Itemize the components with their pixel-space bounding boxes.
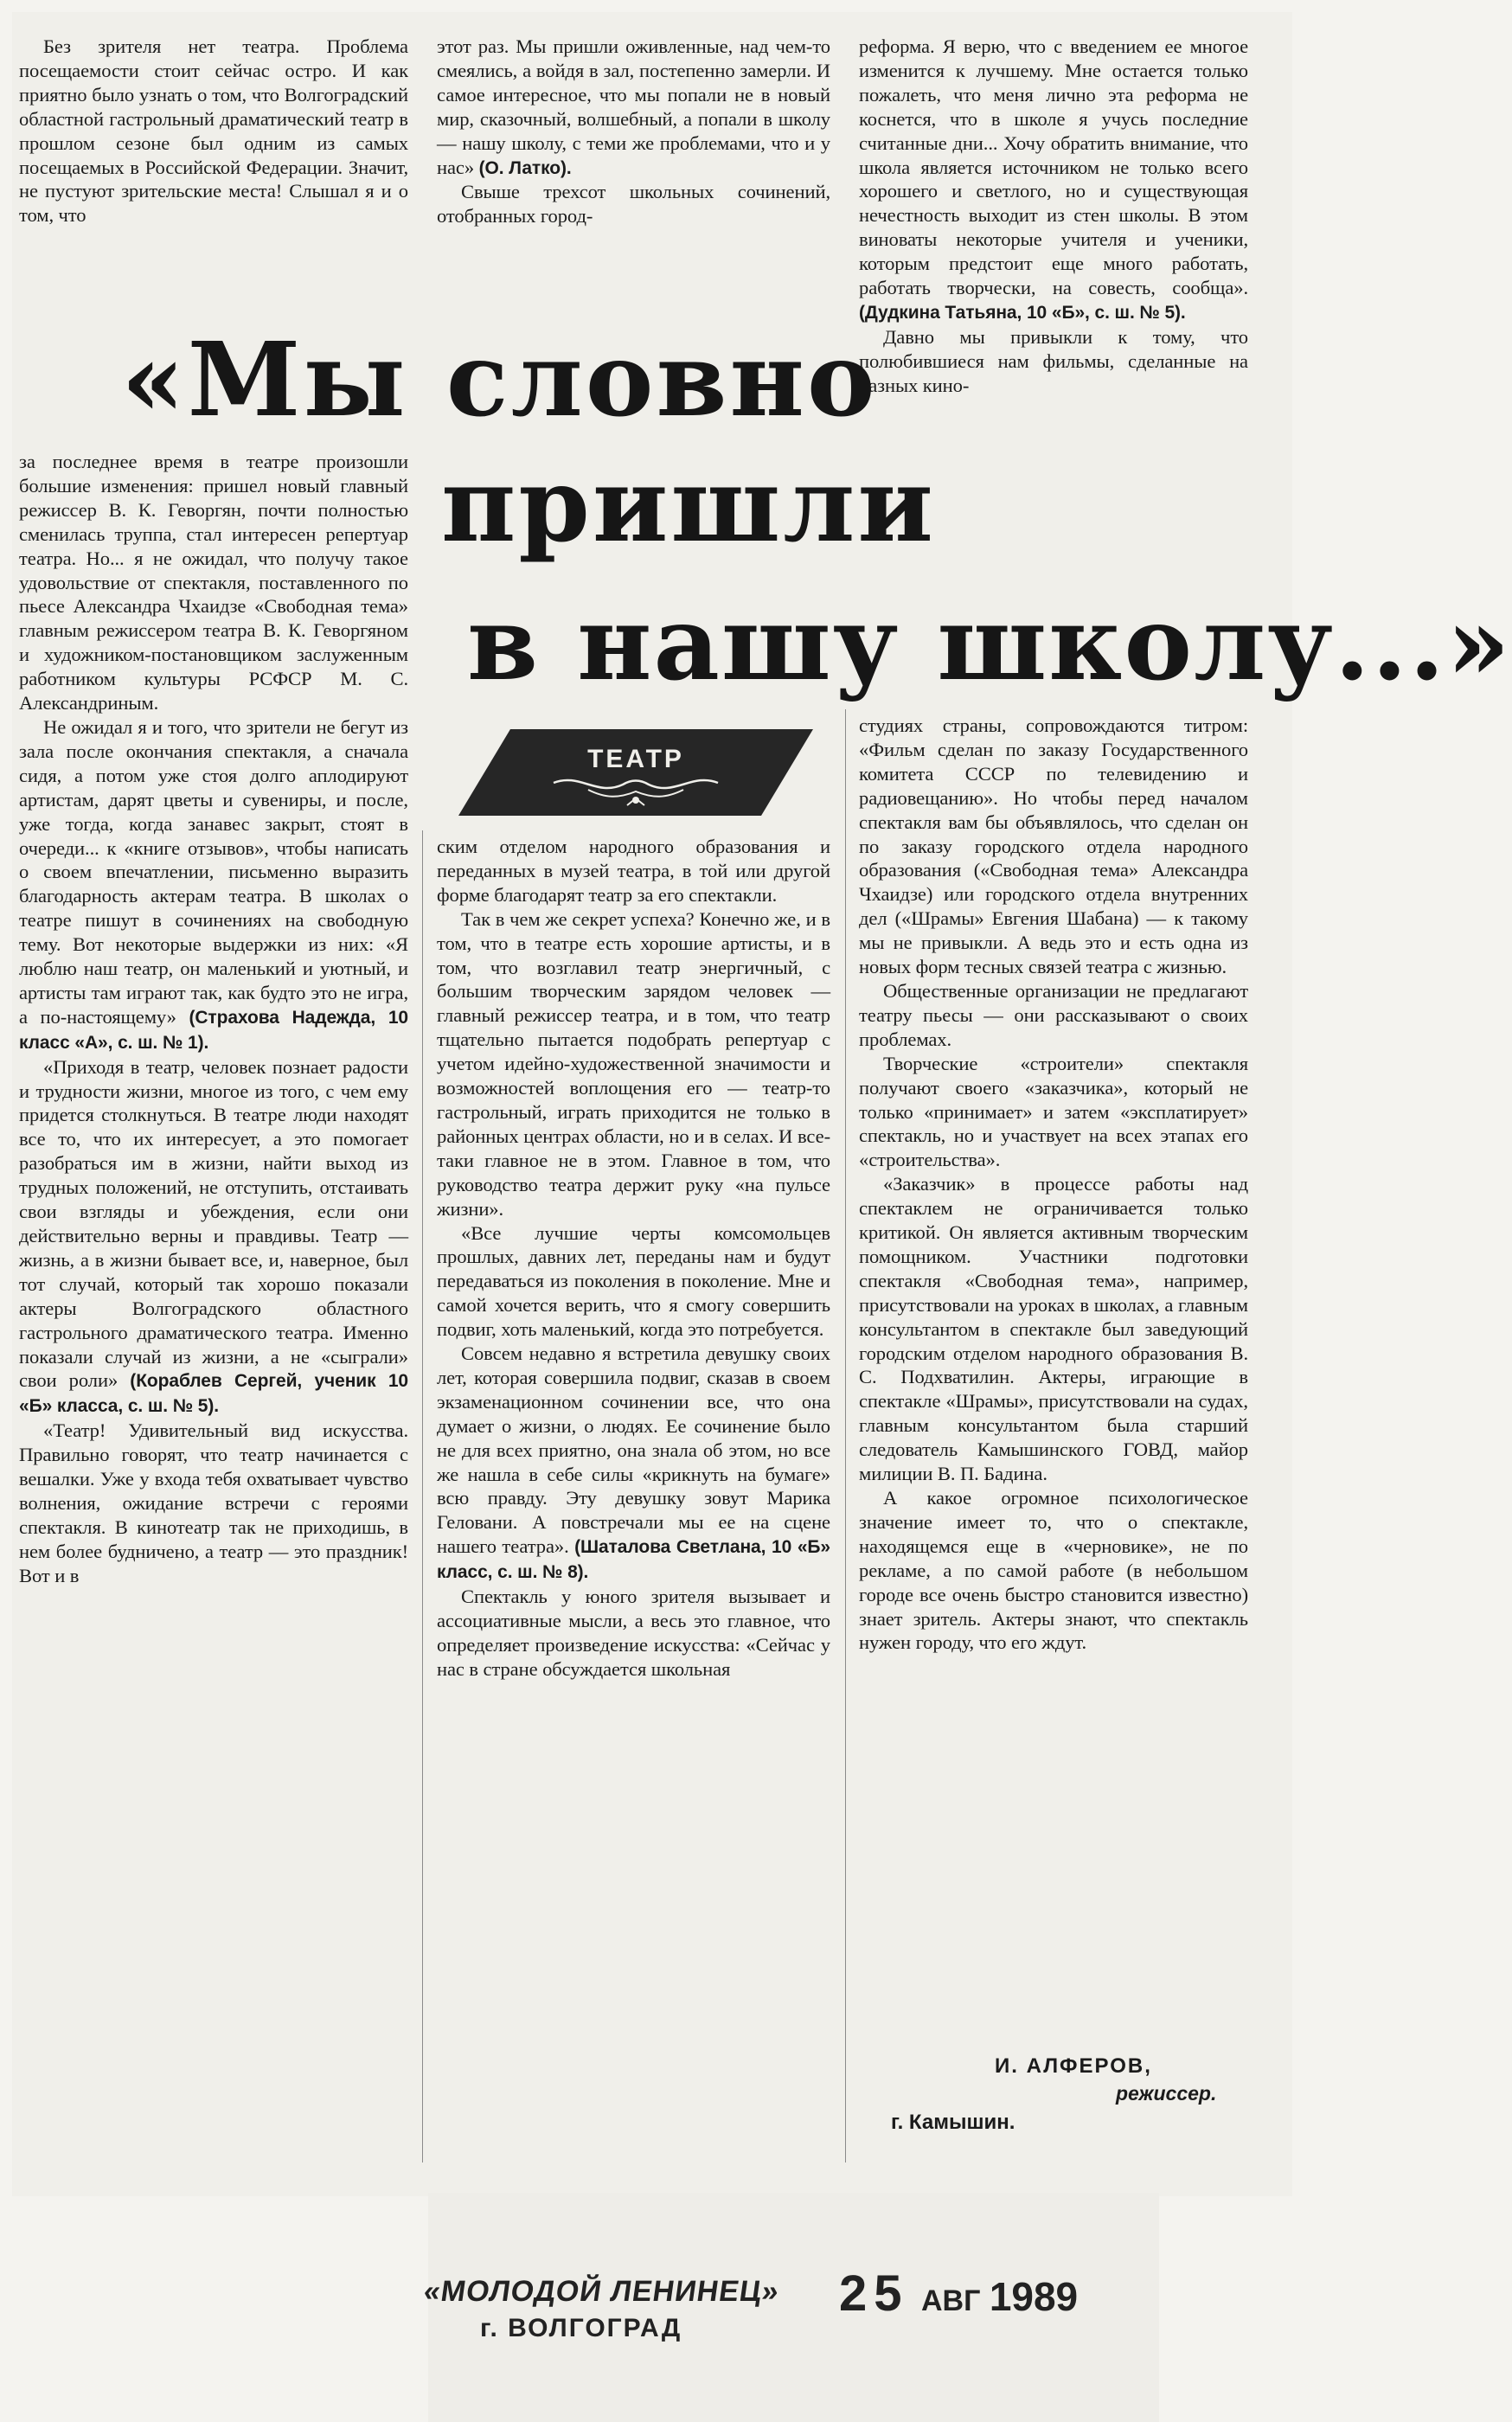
paragraph: Совсем недавно я встретила девушку своих лет, которая совершила подвиг, сказав в своем экзаменационном сочинении все, что она думает о жизни, о людях. Ее сочинение было не для всех приятно, она знала об этом, но все же нашла в себе силы «крикнуть на бумаге» всю правду. Эту девушку зовут Марика Геловани. А повстречали мы ее на сцене нашего театра». (Шаталова Светлана, 10 «Б» класс, с. ш. № 8).	[437, 1342, 830, 1583]
column-3-top	[859, 35, 1248, 398]
source-newspaper: «МОЛОДОЙ ЛЕНИНЕЦ»	[421, 2275, 782, 2308]
paragraph: Давно мы привыкли к тому, что полюбившиеся нам фильмы, сделанные на разных кино-	[859, 325, 1248, 396]
rubric-ornament-icon	[458, 729, 813, 816]
paragraph: Без зрителя нет театра. Проблема посещаемости стоит сейчас остро. И как приятно было узнать о том, что Волгоградский областной гастрольный драматический театр в прошлом сезоне был одним из самых посещаемых в Российской Федерации. Значит, не пустуют зрительские места! Слышал я и о том, что	[19, 35, 408, 227]
author-name: И. АЛФЕРОВ,	[995, 2054, 1152, 2078]
citation: (О. Латко).	[478, 157, 572, 178]
paragraph: А какое огромное психологическое значение имеет то, что о спектакле, находящемся еще в «черновике», не по рекламе, а по самой работе (в небольшом городе все очень быстро становится известно) знает зритель. Актеры знают, что спектакль нужен городу, что его ждут.	[859, 1487, 1248, 1654]
source-date	[839, 2265, 1078, 2323]
source-year: 1989	[989, 2274, 1079, 2319]
paragraph: ским отделом народного образования и переданных в музей театра, в той или другой форме благодарят театр за его спектакли.	[437, 836, 830, 906]
rubric-label: ТЕАТР	[587, 745, 684, 773]
paragraph: за последнее время в театре произошли большие изменения: пришел новый главный режиссер В. К. Геворгян, почти полностью сменилась труппа, стал интересен репертуар театра. Но... я не ожидал, что получу такое удовольствие от спектакля, поставленного по пьесе Александра Чхаидзе «Свободная тема» главным режиссером театра В. К. Геворгяном и художником-постановщиком заслуженным работником культуры РСФСР М. С. Александриным.	[19, 451, 408, 714]
paragraph: Свыше трехсот школьных сочинений, отобранных город-	[437, 181, 830, 227]
headline-line-1: «Мы словно	[121, 319, 878, 439]
paragraph: этот раз. Мы пришли оживленные, над чем-то смеялись, а войдя в зал, постепенно замерли. И самое интересное, что мы попали не в новый мир, сказочный, волшебный, а попали в школу — нашу школу, с теми же проблемами, что и у нас» (О. Латко).	[437, 35, 830, 178]
column-1-main	[19, 450, 408, 1588]
source-day: 25	[839, 2265, 909, 2322]
citation: (Страхова Надежда, 10 класс «А», с. ш. № 1).	[19, 1007, 409, 1053]
paragraph: «Театр! Удивительный вид искусства. Правильно говорят, что театр начинается с вешалки. Уже у входа тебя охватывает чувство волнения, ожидание встречи с героями спектакля. В кинотеатр так не приходишь, в нем более будничено, а театр — это праздник! Вот и в	[19, 1419, 408, 1586]
column-3-main	[859, 714, 1248, 1655]
paragraph: «Все лучшие черты комсомольцев прошлых, давних лет, переданы нам и будут передаваться из поколения в поколение. Мне и самой хочется верить, что я смогу совершить подвиг, хоть маленький, когда это потребуется.	[437, 1221, 830, 1341]
column-1-top	[19, 35, 408, 227]
author-role: режиссер.	[1116, 2082, 1217, 2105]
citation: (Шаталова Светлана, 10 «Б» класс, с. ш. № 8).	[437, 1537, 830, 1583]
rubric-badge	[458, 729, 813, 816]
paragraph: студиях страны, сопровождаются титром: «Фильм сделан по заказу Государственного комитета СССР по телевидению и радиовещанию». Но чтобы перед началом спектакля вам бы объявлялось, что сделан он по заказу городского отдела народного образования («Свободная тема» Александра Чхаидзе) или городского отдела внутренних дел («Шрамы» Евгения Шабана) — к такому мы не привыкли. А ведь это и есть одна из новых форм тесных связей театра с жизнью.	[859, 714, 1248, 978]
column-2-top	[437, 35, 830, 228]
headline-line-2: пришли	[441, 445, 936, 565]
source-city: г. ВОЛГОГРАД	[480, 2314, 682, 2342]
paragraph: «Приходя в театр, человек познает радости и трудности жизни, многое из того, с чем ему придется столкнуться. В театре люди находят все то, что их интересует, а это помогает разобраться им в жизни, найти выход из трудных положений, не отступить, отстаивать свои взгляды и убеждения, если они действительно верны и правдивы. Театр — жизнь, а в жизни бывает все, и, наверное, был тот случай, который так хорошо показали актеры Волгоградского областного гастрольного драматического театра. Именно показали случай из жизни, а не «сыграли» свои роли» (Кораблев Сергей, ученик 10 «Б» класса, с. ш. № 5).	[19, 1055, 409, 1417]
column-divider	[845, 709, 846, 2162]
headline-line-3: в нашу школу...»	[467, 583, 1512, 703]
column-2-main	[437, 835, 830, 1682]
paragraph: Не ожидал я и того, что зрители не бегут из зала после окончания спектакля, а сначала сидя, а потом уже стоя долго аплодируют артистам, дарят цветы и сувениры, и после, уже тогда, когда занавес закрыт, стоят в очереди... к «книге отзывов», чтобы написать о своем впечатлении, письменно выразить благодарность актерам театра. В школах о театре пишут в сочинениях на свободную тему. Вот некоторые выдержки из них: «Я люблю наш театр, он маленький и уютный, и артисты там играют так, как будто это не игра, а по-настоящему» (Страхова Надежда, 10 класс «А», с. ш. № 1).	[19, 715, 409, 1053]
column-divider	[422, 830, 423, 2162]
paragraph: реформа. Я верю, что с введением ее многое изменится к лучшему. Мне остается только пожалеть, что меня лично эта реформа не коснется, что в школе я учусь последние считанные дни... Хочу обратить внимание, что школа является источником не только всего хорошего и светлого, но и существующая нечестность выходит из стен школы. В этом виноваты некоторые учителя и ученики, которым предстоит еще много работать, работать творчески, на совесть, сообща». (Дудкина Татьяна, 10 «Б», с. ш. № 5).	[859, 35, 1248, 323]
author-city: г. Камышин.	[891, 2111, 1015, 2134]
citation: (Дудкина Татьяна, 10 «Б», с. ш. № 5).	[859, 302, 1186, 323]
paragraph: Спектакль у юного зрителя вызывает и ассоциативные мысли, а весь это главное, что определяет произведение искусства: «Сейчас у нас в стране обсуждается школьная	[437, 1586, 830, 1680]
paragraph: Общественные организации не предлагают театру пьесы — они рассказывают о своих проблемах.	[859, 979, 1248, 1050]
paragraph: «Заказчик» в процессе работы над спектаклем не ограничивается только критикой. Он является активным творческим помощником. Участники подготовки спектакля «Свободная тема», например, присутствовали на уроках в школах, а главным консультантом в спектакле был заведующий городским отделом народного образования В. С. Подхватилин. Актеры, играющие в спектакле «Шрамы», присутствовали на судах, главным консультантом была старший следователь Камышинского ГОВД, майор милиции В. П. Бадина.	[859, 1173, 1248, 1485]
paragraph: Так в чем же секрет успеха? Конечно же, и в том, что в театре есть хорошие артисты, и в том, что возглавил театр энергичный, с большим творческим зарядом человек — главный режиссер театра, и в том, что театр тщательно пытается подобрать репертуар с учетом идейно-художественной значимости и возможностей воплощения его — театр-то гастрольный, играть приходится не только в районных центрах области, но и в селах. И все-таки главное не в этом. Главное в том, что руководство театра держит руку «на пульсе жизни».	[437, 907, 830, 1220]
citation: (Кораблев Сергей, ученик 10 «Б» класса, с. ш. № 5).	[19, 1371, 409, 1417]
source-month: АВГ	[920, 2284, 981, 2317]
paragraph: Творческие «строители» спектакля получают своего «заказчика», который не только «принимает» и затем «эксплатирует» спектакль, но и участвует на всех этапах его «строительства».	[859, 1052, 1248, 1171]
